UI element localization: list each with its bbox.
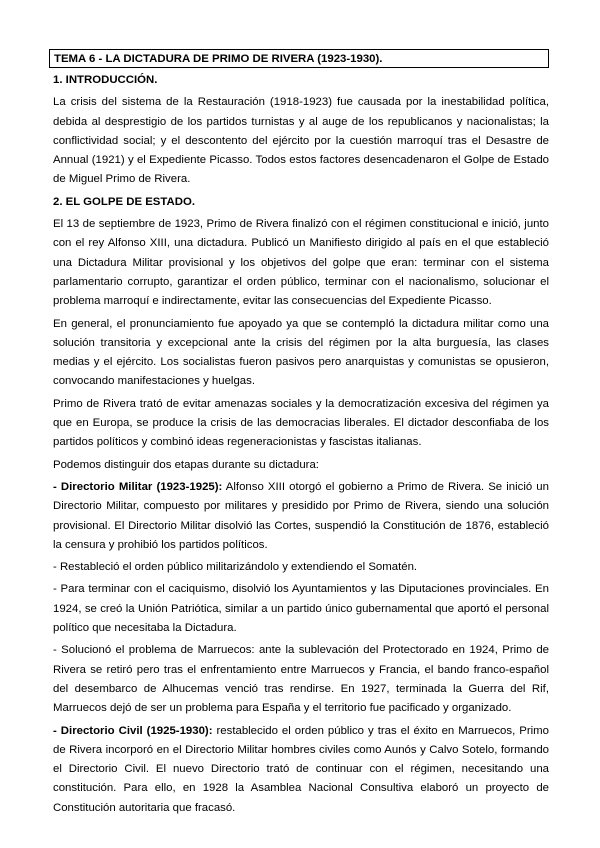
bullet-caciquismo: - Para terminar con el caciquismo, disolvió los Ayuntamientos y las Diputaciones provinciales. En 1924, se creó la Unión Patriótica, similar a un partido único gubernamental que aportó el personal político que necesitaba la Dictadura. [53, 583, 549, 635]
document-title: TEMA 6 - LA DICTADURA DE PRIMO DE RIVERA (1923-1930). [49, 49, 549, 68]
directorio-civil-label: Directorio Civil (1925-1930): [60, 724, 213, 737]
directorio-civil-prefix: - [53, 724, 61, 737]
paragraph-golpe-2: En general, el pronunciamiento fue apoyado ya que se contempló la dictadura militar como una solución transitoria y excepcional ante la crisis del régimen por la alta burguesía, las clases medias y el ejército. Los socialistas fueron pasivos pero anarquistas y comunistas se opusieron, convocando manifestaciones y huelgas. [53, 317, 549, 388]
paragraph-directorio-civil [53, 722, 549, 818]
directorio-militar-text: Alfonso XIII otorgó el gobierno a Primo de Rivera. Se inició un Directorio Militar, compuesto por militares y presidido por Primo de Rivera, siendo una solución provisional. El Directorio Militar disolvió las Cortes, suspendió la Constitución de 1876, estableció la censura y prohibió los partidos políticos. [53, 480, 549, 551]
section-heading-introduccion: 1. INTRODUCCIÓN. [53, 74, 158, 86]
paragraph-introduccion: La crisis del sistema de la Restauración (1918-1923) fue causada por la inestabilidad política, debida al desprestigio de los partidos turnistas y al auge de los republicanos y nacionalistas; la conflictividad social; y el descontento del ejército por la cuestión marroquí tras el Desastre de Annual (1921) y el Expediente Picasso. Todos estos factores desencadenaron el Golpe de Estado de Miguel Primo de Rivera. [53, 96, 549, 186]
bullet-orden-publico: - Restableció el orden público militarizándolo y extendiendo el Somatén. [53, 561, 418, 574]
section-heading-golpe: 2. EL GOLPE DE ESTADO. [53, 195, 195, 208]
bullet-marruecos: - Solucionó el problema de Marruecos: ante la sublevación del Protectorado en 1924, Primo de Rivera se retiró pero tras el enfrentamiento entre Marruecos y Francia, el bando franco-español del desembarco de Alhucemas venció tras rendirse. En 1927, terminada la Guerra del Rif, Marruecos dejó de ser un problema para España y el territorio fue pacificado y organizado. [53, 644, 549, 715]
paragraph-golpe-1: El 13 de septiembre de 1923, Primo de Rivera finalizó con el régimen constitucional e inició, junto con el rey Alfonso XIII, una dictadura. Publicó un Manifiesto dirigido al país en el que estableció una Dictadura Militar provisional y los objetivos del golpe que eran: terminar con el sistema parlamentario corrupto, garantizar el orden público, terminar con el nacionalismo, solucionar el problema marroquí e indirectamente, evitar las consecuencias del Expediente Picasso. [53, 218, 549, 308]
document-page [49, 49, 549, 821]
paragraph-golpe-3: Primo de Rivera trató de evitar amenazas sociales y la democratización excesiva del régimen ya que en Europa, se produce la crisis de las democracias liberales. El dictador desconfiaba de los partidos políticos y combinó ideas regeneracionistas y fascistas italianas. [53, 397, 549, 449]
directorio-civil-text: restablecido el orden público y tras el éxito en Marruecos, Primo de Rivera incorporó en el Directorio Militar hombres civiles como Aunós y Calvo Sotelo, formando el Directorio Civil. El nuevo Directorio trató de continuar con el régimen, necesitando una constitución. Para ello, en 1928 la Asamblea Nacional Consultiva elaboró un proyecto de Constitución autoritaria que fracasó. [53, 724, 549, 814]
paragraph-golpe-4: Podemos distinguir dos etapas durante su dictadura: [53, 458, 319, 471]
directorio-militar-label: Directorio Militar (1923-1925): [60, 480, 223, 493]
directorio-militar-prefix: - [53, 480, 61, 493]
paragraph-directorio-militar [53, 478, 549, 555]
